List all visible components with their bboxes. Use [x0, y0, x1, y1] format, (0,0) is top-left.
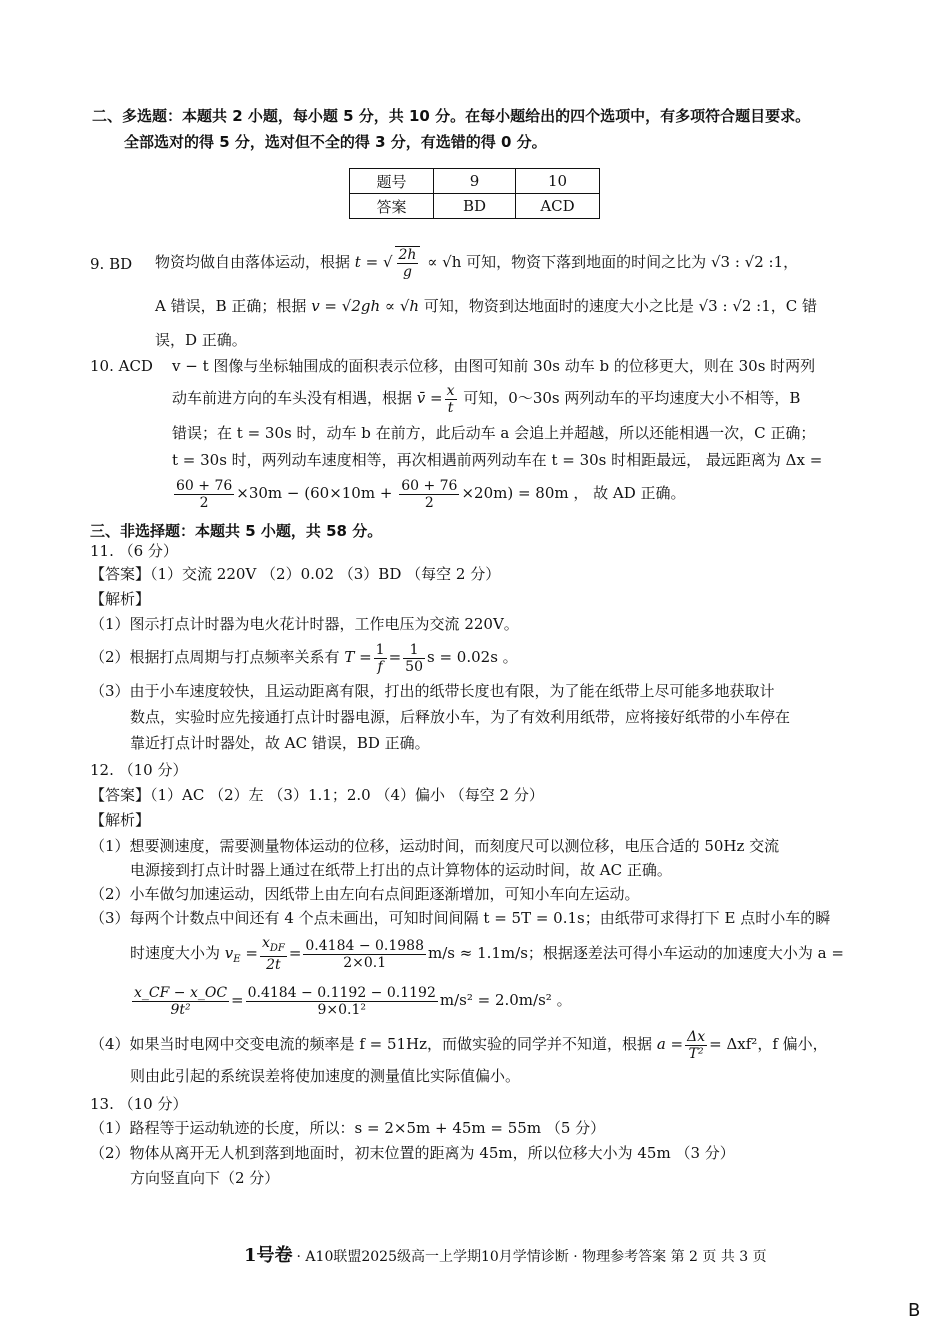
formula-dx-frac1: $\frac{60 + 76}{2}$	[176, 477, 233, 511]
q12-p1a: （1）想要测速度，需要测量物体运动的位移，运动时间，而刻度尺可以测位移，电压合适的 50Hz 交流	[90, 837, 780, 855]
q10-line1: v − t 图像与坐标轴围成的面积表示位移，由图可知前 30s 动车 b 的位移更大，则在 30s 时两列	[172, 357, 816, 375]
q11-answer: 【答案】（1）交流 220V （2）0.02 （3）BD （每空 2 分）	[90, 565, 501, 583]
formula-vE-lhs: v	[224, 944, 234, 962]
q12-p3b-b: m/s ≈ 1.1m/s；根据逐差法可得小车运动的加速度大小为 a =	[428, 944, 844, 962]
q11-p2-a: （2）根据打点周期与打点频率关系有	[90, 648, 340, 666]
q12-analysis: 【解析】	[90, 811, 151, 829]
q9-line2	[155, 296, 817, 316]
q11-p3b: 数点，实验时应先接通打点计时器电源，后释放小车，为了有效利用纸带，应将接好纸带的小车停在	[130, 708, 791, 726]
table-q9: 9	[434, 169, 516, 194]
formula-T-lhs: T =	[344, 648, 372, 666]
formula-a4-lhs: a =	[656, 1035, 684, 1053]
q10-line4: t = 30s 时，两列动车速度相等，再次相遇前两列动车在 t = 30s 时相距最远， 最远距离为 Δx =	[172, 451, 823, 469]
q12-p4a-a: （4）如果当时电网中交变电流的频率是 f = 51Hz，而做实验的同学并不知道，根据	[90, 1035, 653, 1053]
q11-p3a: （3）由于小车速度较快，且运动距离有限，打出的纸带长度也有限，为了能在纸带上尽可能多地获取计	[90, 682, 775, 700]
q12-p3a: （3）每两个计数点中间还有 4 个点未画出，可知时间间隔 t = 5T = 0.1s；由纸带可求得打下 E 点时小车的瞬	[90, 909, 831, 927]
q12-p3b-a: 时速度大小为	[130, 944, 221, 962]
q9-line1-b: 可知，物资下落到地面的时间之比为	[466, 253, 707, 271]
formula-v: v = √2gh ∝ √h	[311, 297, 420, 315]
formula-vbar-frac: $\frac{x}{t}$	[446, 382, 455, 416]
q11-p1: （1）图示打点计时器为电火花计时器，工作电压为交流 220V。	[90, 615, 519, 633]
q11-head: 11. （6 分）	[90, 542, 178, 560]
formula-a4-frac: $\frac{\Delta x}{\text{T²}}$	[687, 1028, 706, 1062]
formula-vE-sub: E	[233, 954, 241, 965]
q12-p3c-text: m/s² = 2.0m/s² 。	[439, 991, 572, 1009]
table-a9: BD	[434, 194, 516, 219]
footer-text: · A10联盟2025级高一上学期10月学情诊断 · 物理参考答案 第 2 页 共 3 页	[296, 1249, 767, 1265]
section3-title: 三、非选择题：本题共 5 小题，共 58 分。	[90, 522, 383, 540]
q9-label: 9. BD	[90, 255, 133, 273]
q12-p4a-b: = Δxf²，f 偏小，	[709, 1035, 828, 1053]
q9-line1-a: 物资均做自由落体运动，根据	[155, 253, 351, 271]
q10-line5-a: ×30m − (60×10m +	[236, 484, 393, 502]
q9-line1: 物资均做自由落体运动，根据 t = √ $\frac{2h}{g}$ ∝ √h 可知，物资下落到地面的时间之比为 √3 : √2 :1，	[155, 247, 799, 280]
logo: 1号卷	[244, 1245, 293, 1266]
table-a10: ACD	[516, 194, 600, 219]
table-header-label: 题号	[350, 169, 434, 194]
q12-p4a	[90, 1024, 828, 1064]
q10-line5-b: ×20m) = 80m ， 故 AD 正确。	[461, 484, 686, 502]
q9-line2-b: 可知，物资到达地面时的速度大小之比是	[423, 297, 694, 315]
formula-T-frac2: $\frac{1}{50}$	[405, 641, 423, 675]
formula-vE-frac1: $\frac{x_{DF}}{2t}$	[261, 934, 285, 974]
q12-head: 12. （10 分）	[90, 761, 188, 779]
q13-p2: （2）物体从离开无人机到落到地面时，初末位置的距离为 45m，所以位移大小为 45m （3 分）	[90, 1144, 735, 1162]
q11-analysis: 【解析】	[90, 590, 151, 608]
answer-table	[349, 168, 600, 219]
q10-line5	[172, 472, 686, 514]
formula-a-frac1: $\frac{x\_CF - x\_OC}{\text{9t²}}$	[134, 984, 228, 1018]
formula-a-frac2: $\frac{0.4184 - 0.1192 - 0.1192}{\text{9×0.1²}}$	[247, 984, 436, 1018]
q12-p3c: $\frac{x\_CF - x\_OC}{\text{9t²}}$ = $\frac{0.4184 - 0.1192 - 0.1192}{\text{9×0.1²}}$ m/s² = 2.0m/s² 。	[134, 984, 572, 1018]
section2-title-line1: 二、多选题：本题共 2 小题，每小题 5 分，共 10 分。在每小题给出的四个选项中，有多项符合题目要求。	[92, 107, 811, 125]
table-answer-label: 答案	[350, 194, 434, 219]
footer	[244, 1246, 767, 1267]
q11-p2-b: s = 0.02s 。	[427, 648, 518, 666]
q9-line3: 误，D 正确。	[155, 331, 247, 349]
formula-vE-frac2: $\frac{0.4184 - 0.1988}{2\times 0.1}$	[305, 937, 424, 971]
corner-mark: B	[908, 1300, 921, 1321]
formula-t-lhs: t =	[354, 253, 379, 271]
q10-line3: 错误；在 t = 30s 时，动车 b 在前方，此后动车 a 会追上并超越，所以还能相遇一次，C 正确；	[172, 424, 816, 442]
q10-line2-a: 动车前进方向的车头没有相遇，根据	[172, 389, 413, 407]
q10-line2	[172, 378, 800, 418]
formula-vbar-lhs: v̄ =	[416, 389, 443, 407]
q13-p1: （1）路程等于运动轨迹的长度，所以：s = 2×5m + 45m = 55m （5 分）	[90, 1119, 606, 1137]
q9-line1-c: √3 : √2 :1，	[710, 253, 799, 271]
formula-t-rhs: ∝ √h	[427, 253, 462, 271]
q12-p2: （2）小车做匀加速运动，因纸带上由左向右点间距逐渐增加，可知小车向左运动。	[90, 885, 640, 903]
formula-dx-frac2: $\frac{60 + 76}{2}$	[401, 477, 458, 511]
q12-answer: 【答案】（1）AC （2）左 （3）1.1；2.0 （4）偏小 （每空 2 分）	[90, 786, 544, 804]
q11-p2: （2）根据打点周期与打点频率关系有 T = $\frac{1}{f}$ = $\frac{1}{50}$ s = 0.02s 。	[90, 641, 518, 675]
q11-p3c: 靠近打点计时器处，故 AC 错误，BD 正确。	[130, 734, 430, 752]
q12-p3b: 时速度大小为 $v_E$ = $\frac{x_{DF}}{2t}$ = $\frac{0.4184 - 0.1988}{2\times 0.1}$ m/s ≈ 1.1m/s；根据逐差法可得小车运动的加速度大小为 a =	[130, 934, 844, 974]
table-q10: 10	[516, 169, 600, 194]
q9-line2-c: √3 : √2 :1，C 错	[698, 297, 818, 315]
q9-line2-a: A 错误，B 正确；根据	[155, 297, 307, 315]
q12-p4b: 则由此引起的系统误差将使加速度的测量值比实际值偏小。	[130, 1067, 521, 1085]
section2-title-line2: 全部选对的得 5 分，选对但不全的得 3 分，有选错的得 0 分。	[124, 133, 547, 151]
formula-t-frac: $\frac{2h}{g}$	[395, 246, 421, 280]
q10-line2-b: 可知，0～30s 两列动车的平均速度大小不相等，B	[463, 389, 801, 407]
q10-label: 10. ACD	[90, 357, 153, 375]
q12-p1b: 电源接到打点计时器上通过在纸带上打出的点计算物体的运动时间，故 AC 正确。	[130, 861, 672, 879]
q13-p3: 方向竖直向下（2 分）	[130, 1169, 280, 1187]
formula-T-frac1: $\frac{1}{f}$	[375, 641, 385, 675]
q13-head: 13. （10 分）	[90, 1095, 188, 1113]
